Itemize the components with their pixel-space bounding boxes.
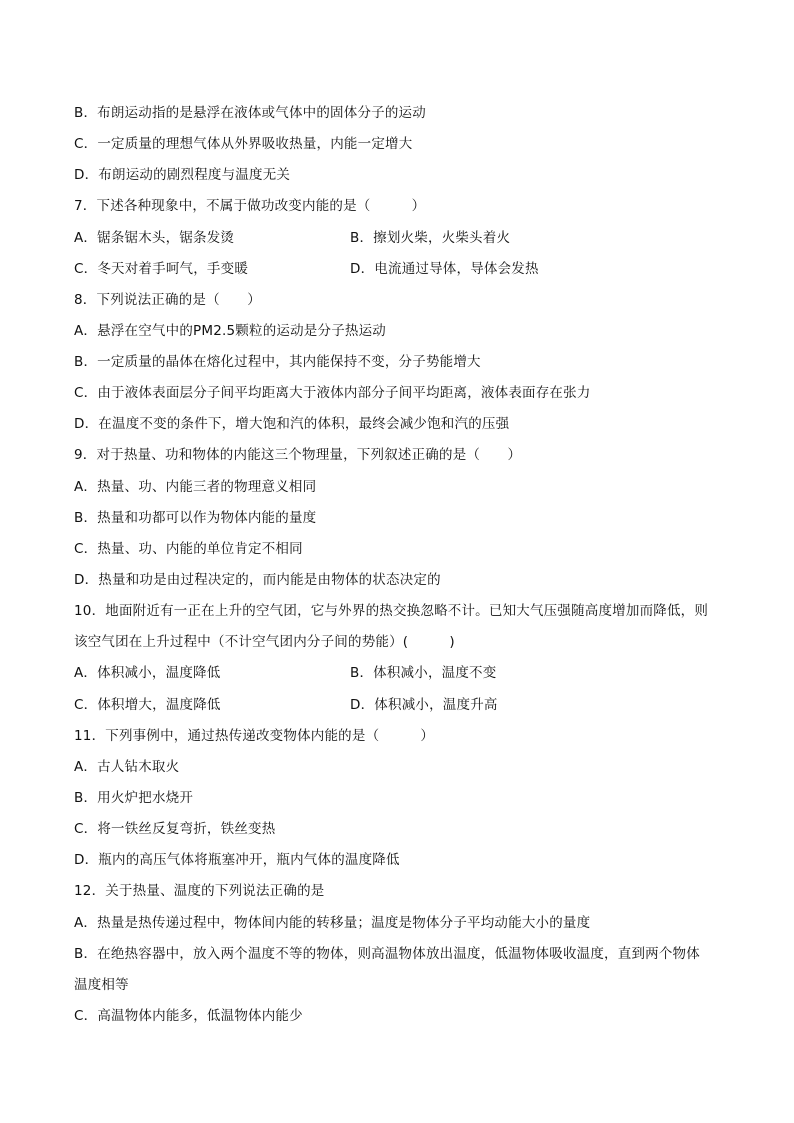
q9-option-b: B．热量和功都可以作为物体内能的量度 xyxy=(74,510,317,526)
q8-option-a: A．悬浮在空气中的PM2.5颗粒的运动是分子热运动 xyxy=(74,323,386,339)
q9-stem: 9．对于热量、功和物体的内能这三个物理量，下列叙述正确的是（ ） xyxy=(74,447,522,463)
q7-option-b: B．擦划火柴，火柴头着火 xyxy=(350,230,511,246)
q7-option-a: A．锯条锯木头，锯条发烫 xyxy=(74,230,235,246)
q8-stem: 8．下列说法正确的是（ ） xyxy=(74,292,261,308)
q11-stem: 11．下列事例中，通过热传递改变物体内能的是（ ） xyxy=(74,728,435,744)
q9-option-c: C．热量、功、内能的单位肯定不相同 xyxy=(74,541,303,557)
q8-option-c: C．由于液体表面层分子间平均距离大于液体内部分子间平均距离，液体表面存在张力 xyxy=(74,385,591,401)
q10-stem-line1: 10．地面附近有一正在上升的空气团，它与外界的热交换忽略不计。已知大气压强随高度增加而降低，则 xyxy=(74,603,709,619)
q7-stem: 7．下述各种现象中，不属于做功改变内能的是（ ） xyxy=(74,198,426,214)
q7-option-d: D．电流通过导体，导体会发热 xyxy=(350,261,539,277)
q6-option-b: B．布朗运动指的是悬浮在液体或气体中的固体分子的运动 xyxy=(74,105,426,121)
q9-option-a: A．热量、功、内能三者的物理意义相同 xyxy=(74,479,317,495)
q9-option-d: D．热量和功是由过程决定的，而内能是由物体的状态决定的 xyxy=(74,572,441,588)
q12-stem: 12．关于热量、温度的下列说法正确的是 xyxy=(74,883,325,899)
q12-option-b-line2: 温度相等 xyxy=(74,977,129,993)
q10-option-d: D．体积减小，温度升高 xyxy=(350,697,498,713)
q11-option-c: C．将一铁丝反复弯折，铁丝变热 xyxy=(74,821,276,837)
q10-option-c: C．体积增大，温度降低 xyxy=(74,697,221,713)
q10-option-a: A．体积减小，温度降低 xyxy=(74,665,221,681)
q11-option-a: A．古人钻木取火 xyxy=(74,759,180,775)
q11-option-b: B．用火炉把水烧开 xyxy=(74,790,194,806)
q8-option-b: B．一定质量的晶体在熔化过程中，其内能保持不变，分子势能增大 xyxy=(74,354,481,370)
q12-option-b-line1: B．在绝热容器中，放入两个温度不等的物体，则高温物体放出温度，低温物体吸收温度，直到两个物体 xyxy=(74,946,700,962)
q6-option-d: D．布朗运动的剧烈程度与温度无关 xyxy=(74,167,291,183)
q6-option-c: C．一定质量的理想气体从外界吸收热量，内能一定增大 xyxy=(74,136,413,152)
q10-stem-line2: 该空气团在上升过程中（不计空气团内分子间的势能）( ) xyxy=(74,634,455,650)
q12-option-a: A．热量是热传递过程中，物体间内能的转移量；温度是物体分子平均动能大小的量度 xyxy=(74,915,591,931)
q11-option-d: D．瓶内的高压气体将瓶塞冲开，瓶内气体的温度降低 xyxy=(74,852,400,868)
q10-option-b: B．体积减小，温度不变 xyxy=(350,665,497,681)
q7-option-c: C．冬天对着手呵气，手变暖 xyxy=(74,261,249,277)
q8-option-d: D．在温度不变的条件下，增大饱和汽的体积，最终会减少饱和汽的压强 xyxy=(74,416,510,432)
q12-option-c: C．高温物体内能多，低温物体内能少 xyxy=(74,1008,303,1024)
